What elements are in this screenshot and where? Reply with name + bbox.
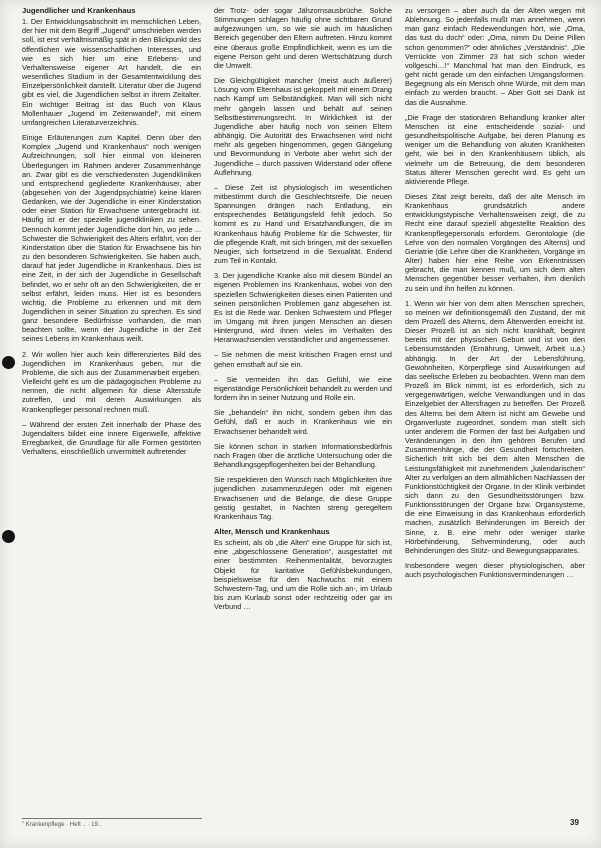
page-number: 39: [570, 818, 579, 827]
paragraph: der Trotz- oder sogar Jähzornsausbrüche. Solche Stimmungen schlagen häufig ohne sichtbaren Grund aufgezwungen um, so wie sie auch im häuslichen Bereich gegenüber den Eltern auftreten. Hinzu kommt eine überaus große Empfindlichkeit, wenn es um die eigene Person geht und deren Wertschätzung durch die Umwelt.: [214, 6, 392, 70]
paragraph: Die Gleichgültigkeit mancher (meist auch äußerer) Lösung vom Elternhaus ist gekoppelt mit einem Drang nach Kampf um Selbständigkeit. Man will sich nicht mehr gängeln lassen und behält auf seinen Selbstbestimmungsrecht. In Wirklichkeit ist der Jugendliche aber häufig noch von seinen Eltern abhängig. Die Autorität des Erwachsenen wird nicht mehr als gegeben hingenommen, gegen Gängelung und Bevormundung in Verbote aber wehrt sich der Jugendliche – durch passiven Widerstand oder offene Auflehnung.: [214, 76, 392, 177]
paragraph: – Sie nehmen die meist kritischen Fragen ernst und gehen ernsthaft auf sie ein.: [214, 350, 392, 369]
footer-citation: " Krankenpflege · Heft .. · 19..: [22, 822, 102, 828]
paragraph: „Die Frage der stationären Behandlung kranker alter Menschen ist eine entscheidende sozial- und gesundheitspolitische Aufgabe, bei deren Planung es weniger um die Behandlung von akuten Krankheiten geht, wie bei in den Krankenhäusern üblich, als vielmehr um die Betreuung, die dem besonderen Status älterer Menschen gerecht wird. Es geht um aktivierende Pflege.: [405, 112, 585, 186]
paragraph: Dieses Zitat zeigt bereits, daß der alte Mensch im Krankenhaus grundsätzlich andere entwicklungstypische Verhaltensweisen zeigt, die zu Recht eine darauf speziell abgestellte Reaktion des Krankenpflegepersonals erfordern. Gerontologie (die Lehre von den normalen Vorgängen des Alterns) und Geriatrie (die Lehre über die Krankheiten, Vorgänge im Alter) haben hier eine Reihe von Erkenntnissen gebracht, die man kennen muß, um sich dem alten Menschen gegenüber besser verhalten, ihm dienlich zu sein und ihn helfen zu können.: [405, 191, 585, 293]
paragraph: 3. Der jugendliche Kranke also mit diesem Bündel an eigenen Problemen ins Krankenhaus, wobei von den speziellen Schwierigkeiten dieses einen Patienten und seinen persönlichen Problemen ganz abgesehen ist. Es ist die Rede war. Denken Schwestern und Pfleger im Umgang mit ihren jungen Menschen an diesen Hintergrund, wird ihnen vieles im Verhalten des Heranwachsenden verständlicher und angemessener.: [214, 271, 392, 345]
paragraph: – Diese Zeit ist physiologisch im wesentlichen mitbestimmt durch die Geschlechtsreife. Die neuen Spannungen drängen nach Entladung, ein entsprechendes Betätigungsfeld fehlt jedoch. So kommt es zu Hand und Ersatzhandlungen, die im Krankenhaus häufig Probleme für die Schwester, für die pflegende Kraft, mit sich bringen, mit der sexuellen Neugier, sich fortsetzend in die Sexualität. Endend zum Teil in Kontakt.: [214, 182, 392, 266]
paragraph: Insbesondere wegen dieser physiologischen, aber auch psychologischen Funktionsverminderungen …: [405, 561, 585, 580]
paragraph: – Während der ersten Zeit innerhalb der Phase des Jugendalters bildet eine innere Eigenwelle, affektive Erregbarkeit, die Grundlage für alle Formen gestörten Verhaltens, einschließlich unvermittelt auftretender: [22, 419, 201, 457]
column-1: [22, 6, 201, 818]
paragraph: – Sie vermeiden ihn das Gefühl, wie eine eigenständige Persönlichkeit behandelt zu werden und fordern ihn in seiner Nutzung und Rolle ein.: [214, 374, 392, 403]
paragraph: Einige Erläuterungen zum Kapitel. Denn über den Komplex „Jugend und Krankenhaus“ noch wenigen Aufzeichnungen, soll hier einmal von kleineren Überlegungen im Rahmen anderer Zusammenhänge an. Zwar gibt es die verschiedensten Jugendkliniken und entsprechend gegliederte Krankenhäuser, aber (abgesehen von der Jugendpsychiatrie) keine klaren Gedanken, wie der Jugendliche in einer Kinderstation oder einer Station für Erwachsene untergebracht ist. Häufig ist er der spezielle jugendkliniken zu sehen. Dennoch kommt jeder Jugendliche dort hin, wo jede ... Schwester die Schwierigkeit des Alters erfährt, von der Kinderstation über die Station für Erwachsene bis hin zu den besonderen Schwierigkeiten. Sie haben auch, darauf hat jeder Jugendliche in Krankenhaus. Dies ist eine Zeit, in der sich der Jugendliche in Gesellschaft befindet, wo er sehr oft an den Schwierigkeiten, die er selbst erfährt, leiden muss. Hier ist es besonders wichtig, die Probleme zu erkennen und mit dem Jugendlichen in seiner Situation zu sprechen. Es sind ganz besondere Bedürfnisse vorhanden, die man beachten sollte, wenn der Jugendliche in der Zeit seines Lebens im Krankenhaus weilt.: [22, 133, 201, 344]
section-heading-age: Alter, Mensch und Krankenhaus: [214, 526, 330, 536]
paragraph: 1. Wenn wir hier von dem alten Menschen sprechen, so meinen wir definitionsgemäß den Zustand, der mit dem Prozeß des Alterns, dem Älterwerden erreicht ist. Dieser Prozeß ist an sich nicht krankhaft, beginnt bereits mit der physischen Geburt und ist von den Lebensumständen (Ernährung, Umwelt, Arbeit u.a.) abhängig. In der Art der Lebensführung, Gewohnheiten, Körperpflege sind Auswirkungen auf das seelische Erleben zu beobachten. Wenn man dem Prozeß im Blick nimmt, ist es erforderlich, sich zu vergegenwärtigen, welche Verwandlungen und in das Einzelgebiet der Altersfragen zu betreffen. Der Prozeß des Alterns bei dem Altern ist nicht am Gewebe und Organverluste zugeordnet, sondern man stellt sich unter anderem die Formen der fast bei Aufgaben und Veränderungen in den ihm gehören Berufen und Zusammenhänge, die der Gesundheit fortschreiten. Sicherlich tritt sich bei dem alten Menschen die Leistungsfähigkeit mit zunehmendem „kalendarischen“ Alter zu verfolgen an dem allmählichen Nachlassen der Funktionstüchtigkeit der Organe. In der Klinik verbindet sich dann zu den Gesundheitsstörungen bzw. Funktionsstörungen der Organe bzw. Organsysteme, die eine Einweisung in das Krankenhaus erforderlich machen, zusätzlich Behinderungen im Bereich der Sinne, z. B. eine mehr oder weniger starke Hörbehinderung, Sehverminderung, oder auch Behinderungen des Stütz- und Bewegungsapparates.: [405, 298, 585, 555]
paragraph: Sie können schon in starken Informationsbedürfnis nach Fragen über die ärztliche Untersuchung oder die Behandlungsgepflogenheiten bei der Behandlung.: [214, 441, 392, 470]
footer-rule: [22, 818, 202, 819]
punch-hole-top: [2, 356, 15, 369]
column-3: [405, 6, 585, 818]
section-heading-youth: Jugendlicher und Krankenhaus: [22, 6, 136, 15]
paragraph: Sie respektieren den Wunsch nach Möglichkeiten ihre jugendlichen zusammenzulegen oder mit eigenen Erwachsenen und die Belange, die diese Gruppe geistig gestaltet, in Nachten streng geregeltem Krankenhaus Tag.: [214, 475, 392, 521]
punch-hole-bottom: [2, 530, 15, 543]
paragraph: 1. Der Entwicklungsabschnitt im menschlichen Leben, der hier mit dem Begriff „Jugend“ umschrieben werden soll, ist erst verhältnismäßig spät in den Blickpunkt des öffentlichen wie wissenschaftlichen Interesses, und wie es sich hier um eine Erlebens- und Verhaltensweise eigener Art handelt, die ein wesentliches Stadium in der Gesamtentwicklung des Einzelpersönlichkeit darstellt. Literatur über die Jugend gibt es viel, die Jugendlichen selbst in ihrem Zeitalter. Ein wichtiger Beitrag ist das Buch von Klaus Mollenhauer „Jugend im Zeitenwandel“, mit einem umfangreichen Literaturverzeichnis.: [22, 17, 201, 127]
paragraph: zu versorgen – aber auch da der Alten wegen mit Ablehnung. So jedenfalls mußt man annehmen, wenn man ganz einfach Redewendungen hört, wie „Oma, das tust du doch“ oder: „Oma, nimm Du Deine Pillen schon genommen?“ oder ähnliches „Verständnis“. „Die Verrückte von Zimmer 23 hat sich schon wieder vollgeschi…!“ Manchmal hat man den Eindruck, es geht nicht gerade um den einfachen Umgangsformen. Begegnung als ein Mensch ohne Würde, mit dem man einfach zu werden braucht. – Aber Gott sei Dank ist das die Ausnahme.: [405, 6, 585, 107]
paragraph: Es scheint, als ob „die Alten“ eine Gruppe für sich ist, eine „abgeschlossene Generation“, ausgestattet mit einer bestimmten Reihenmentalität, bevorzugtes Objekt für karitative Gefühlsbekundungen, beispielsweise für den Nachwuchs mit einem Schwestern-Tag, und um die Rolle sich an-, im Urlaub bis zum Kurlaub sonst oder rechtzeitig oder gar im Verbund …: [214, 538, 392, 612]
column-2: [214, 6, 392, 818]
paragraph: 2. Wir wollen hier auch kein differenziertes Bild des Jugendlichen im Krankenhaus geben, nur die Probleme, die sich aus der Zusammenarbeit ergeben. Vielleicht geht es um die pädagogischen Probleme zu nennen, die nicht allgemein für diese Altersstufe zutreffen, und mit deren Auswirkungen als Krankenpfleger personal rechnen muß.: [22, 349, 201, 414]
paragraph: Sie „behandeln“ ihn nicht, sondern geben ihm das Gefühl, daß er auch in Krankenhaus wie ein Erwachsener behandelt wird.: [214, 408, 392, 436]
